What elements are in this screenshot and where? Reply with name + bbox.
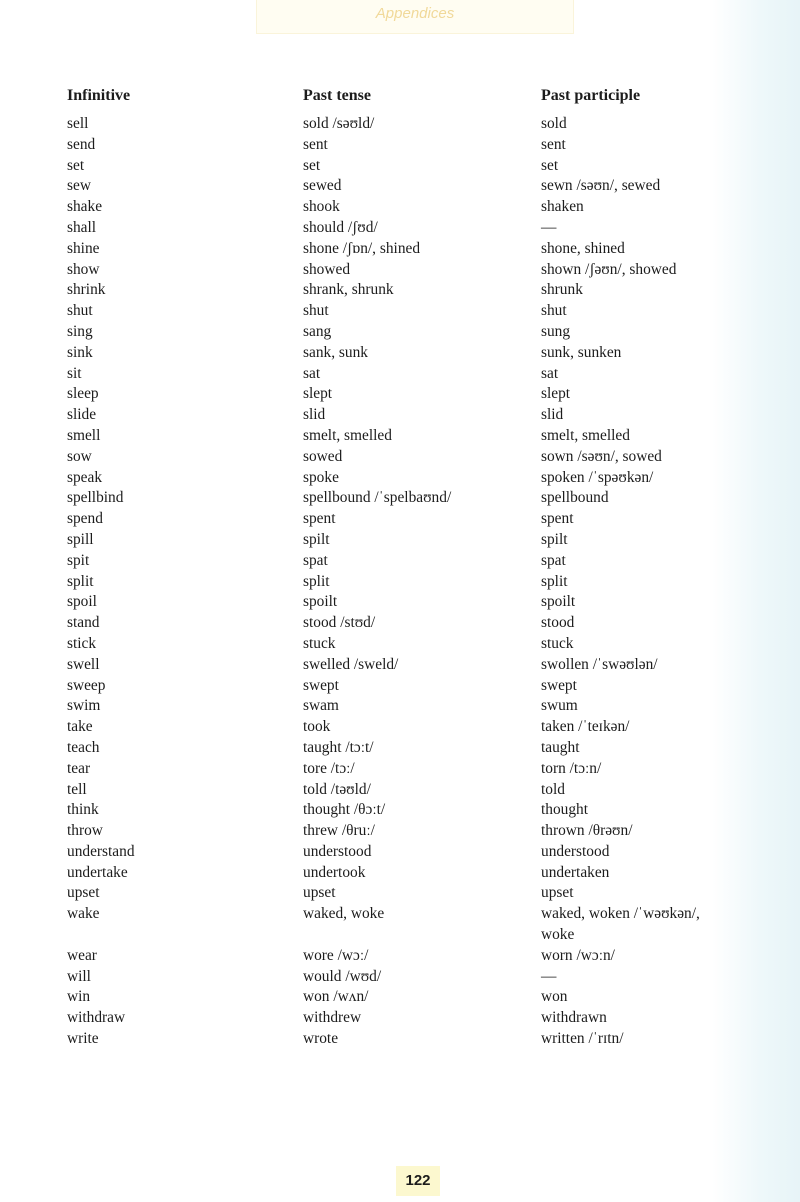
cell-past-participle: set — [541, 156, 559, 174]
cell-infinitive: throw — [67, 822, 103, 840]
cell-past-participle: shut — [541, 302, 567, 320]
cell-infinitive: understand — [67, 842, 135, 860]
table-row — [67, 301, 747, 322]
cell-infinitive: sit — [67, 364, 82, 382]
section-title: Appendices — [375, 5, 455, 22]
table-row — [67, 364, 747, 385]
cell-past-tense: sent — [303, 135, 328, 153]
cell-past-participle: spoilt — [541, 593, 576, 611]
cell-infinitive: send — [67, 135, 96, 153]
table-row — [67, 925, 747, 946]
table-row — [67, 426, 747, 447]
cell-infinitive: win — [67, 988, 91, 1006]
cell-past-participle: stood — [541, 614, 575, 632]
cell-infinitive: shut — [67, 302, 93, 320]
cell-infinitive: shall — [67, 218, 97, 236]
cell-infinitive: sing — [67, 322, 93, 340]
table-row — [67, 696, 747, 717]
table-row — [67, 509, 747, 530]
table-row — [67, 551, 747, 572]
column-header-infinitive: Infinitive — [67, 87, 131, 104]
table-row — [67, 114, 747, 135]
cell-past-participle: withdrawn — [541, 1009, 607, 1027]
cell-past-tense: spat — [303, 551, 328, 569]
table-row — [67, 156, 747, 177]
cell-past-tense: swelled /sweld/ — [303, 655, 399, 673]
cell-infinitive: wear — [67, 946, 97, 964]
table-row — [67, 863, 747, 884]
cell-past-participle: won — [541, 988, 568, 1006]
running-header — [256, 0, 574, 34]
cell-past-participle: sold — [541, 115, 567, 132]
cell-past-participle: spent — [541, 510, 574, 528]
table-row — [67, 218, 747, 239]
table-row — [67, 280, 747, 301]
cell-infinitive: stand — [67, 614, 100, 632]
cell-infinitive: slide — [67, 406, 97, 424]
cell-past-tense: undertook — [303, 863, 366, 881]
cell-past-tense: waked, woke — [303, 905, 385, 923]
column-header-past-participle: Past participle — [541, 87, 641, 104]
cell-past-participle: thrown /θrəʊn/ — [541, 822, 633, 840]
cell-infinitive: think — [67, 801, 99, 819]
cell-infinitive: shine — [67, 239, 100, 257]
cell-infinitive: teach — [67, 738, 100, 756]
cell-infinitive: spend — [67, 510, 103, 528]
cell-past-tense: sowed — [303, 447, 343, 465]
cell-past-participle: written /ˈrɪtn/ — [541, 1030, 624, 1048]
cell-past-participle: spilt — [541, 530, 568, 548]
cell-past-participle: shrunk — [541, 281, 583, 299]
table-row — [67, 987, 747, 1008]
cell-infinitive: shake — [67, 198, 103, 216]
cell-past-participle: shown /ʃəʊn/, showed — [541, 260, 677, 278]
cell-past-participle: torn /tɔːn/ — [541, 759, 602, 777]
cell-past-participle: shaken — [541, 198, 584, 216]
cell-past-participle: swum — [541, 697, 578, 715]
cell-past-tense: slid — [303, 406, 326, 424]
cell-infinitive: will — [67, 967, 91, 985]
cell-past-participle: undertaken — [541, 863, 610, 881]
cell-past-tense: won /wʌn/ — [303, 988, 369, 1006]
cell-infinitive: spellbind — [67, 489, 124, 507]
cell-infinitive: smell — [67, 426, 101, 444]
cell-past-participle: woke — [541, 926, 575, 944]
table-row — [67, 176, 747, 197]
cell-past-participle: upset — [541, 884, 574, 902]
cell-past-tense: upset — [303, 884, 336, 902]
cell-infinitive: split — [67, 572, 94, 590]
cell-infinitive: set — [67, 156, 85, 174]
cell-past-tense: wrote — [303, 1030, 339, 1048]
table-row — [67, 1008, 747, 1029]
cell-past-tense: split — [303, 572, 330, 590]
cell-infinitive: show — [67, 260, 100, 278]
cell-past-tense: wore /wɔː/ — [303, 946, 369, 964]
cell-past-participle: swept — [541, 676, 577, 694]
cell-past-participle: told — [541, 780, 565, 798]
page-number: 122 — [405, 1172, 431, 1189]
table-row — [67, 946, 747, 967]
cell-past-participle: stuck — [541, 634, 574, 652]
table-row — [67, 384, 747, 405]
cell-past-tense: sank, sunk — [303, 343, 368, 361]
cell-past-participle: sown /səʊn/, sowed — [541, 447, 662, 465]
table-row — [67, 239, 747, 260]
cell-infinitive: withdraw — [67, 1009, 126, 1027]
cell-past-participle: taught — [541, 738, 580, 756]
cell-infinitive: tell — [67, 780, 87, 798]
cell-past-participle: waked, woken /ˈwəʊkən/, — [541, 905, 700, 923]
cell-past-tense: would /wʊd/ — [303, 967, 382, 985]
cell-infinitive: spill — [67, 530, 94, 548]
column-header-past-tense: Past tense — [303, 87, 371, 104]
cell-past-tense: taught /tɔːt/ — [303, 738, 374, 756]
cell-past-tense: shrank, shrunk — [303, 281, 394, 299]
cell-past-tense: spoilt — [303, 593, 338, 611]
table-row — [67, 197, 747, 218]
cell-past-tense: understood — [303, 842, 372, 860]
cell-past-tense: swept — [303, 676, 339, 694]
table-row — [67, 447, 747, 468]
table-header-row — [67, 85, 747, 107]
cell-past-tense: shut — [303, 302, 329, 320]
cell-infinitive: spit — [67, 551, 90, 569]
cell-past-participle: understood — [541, 842, 610, 860]
table-row — [67, 405, 747, 426]
cell-past-participle: spellbound — [541, 489, 609, 507]
table-row — [67, 488, 747, 509]
table-row — [67, 738, 747, 759]
cell-past-tense: spellbound /ˈspelbaʊnd/ — [303, 489, 452, 507]
cell-past-participle: taken /ˈteɪkən/ — [541, 718, 630, 736]
table-row — [67, 322, 747, 343]
cell-past-participle: split — [541, 572, 568, 590]
cell-past-tense: spoke — [303, 468, 339, 486]
cell-past-participle: spoken /ˈspəʊkən/ — [541, 468, 654, 486]
cell-past-tense: took — [303, 718, 331, 736]
cell-past-participle: sewn /səʊn/, sewed — [541, 177, 661, 195]
cell-past-participle: slid — [541, 406, 564, 424]
cell-past-tense: told /təʊld/ — [303, 780, 371, 798]
cell-past-tense: tore /tɔː/ — [303, 759, 355, 777]
table-row — [67, 676, 747, 697]
cell-infinitive: sow — [67, 447, 92, 465]
table-row — [67, 613, 747, 634]
cell-past-participle: thought — [541, 801, 589, 819]
table-row — [67, 717, 747, 738]
cell-infinitive: speak — [67, 468, 103, 486]
page-number-box — [396, 1166, 440, 1196]
cell-past-participle: — — [541, 218, 557, 236]
cell-past-tense: set — [303, 156, 321, 174]
cell-infinitive: tear — [67, 759, 91, 777]
cell-infinitive: shrink — [67, 281, 106, 299]
table-row — [67, 883, 747, 904]
table-row — [67, 800, 747, 821]
table-row — [67, 343, 747, 364]
table-row — [67, 780, 747, 801]
cell-past-tense: threw /θruː/ — [303, 822, 375, 840]
table-row — [67, 135, 747, 156]
cell-past-tense: stood /stʊd/ — [303, 614, 376, 632]
table-row — [67, 634, 747, 655]
cell-past-tense: thought /θɔːt/ — [303, 801, 386, 819]
cell-past-participle: spat — [541, 551, 566, 569]
cell-past-participle: worn /wɔːn/ — [541, 946, 615, 964]
cell-past-tense: sold /səʊld/ — [303, 115, 375, 132]
cell-past-participle: sunk, sunken — [541, 343, 622, 361]
cell-infinitive: sell — [67, 115, 89, 132]
cell-infinitive — [67, 925, 303, 946]
table-row — [67, 530, 747, 551]
table-row — [67, 1029, 747, 1050]
table-row — [67, 260, 747, 281]
cell-infinitive: sink — [67, 343, 93, 361]
cell-past-tense: slept — [303, 385, 333, 403]
table-row — [67, 759, 747, 780]
table-row — [67, 592, 747, 613]
irregular-verbs-table — [67, 85, 747, 1050]
cell-past-tense: smelt, smelled — [303, 426, 392, 444]
cell-past-tense: should /ʃʊd/ — [303, 218, 378, 236]
cell-past-tense: sat — [303, 364, 321, 382]
cell-infinitive: sew — [67, 177, 91, 195]
cell-past-tense: shook — [303, 198, 340, 216]
cell-infinitive: swell — [67, 655, 100, 673]
cell-past-tense: swam — [303, 697, 339, 715]
cell-past-tense: spent — [303, 510, 336, 528]
cell-past-tense: withdrew — [303, 1009, 362, 1027]
cell-past-participle: smelt, smelled — [541, 426, 630, 444]
cell-past-participle: sung — [541, 322, 571, 340]
table-row — [67, 655, 747, 676]
cell-past-tense: stuck — [303, 634, 336, 652]
table-row — [67, 821, 747, 842]
cell-infinitive: spoil — [67, 593, 97, 611]
cell-infinitive: swim — [67, 697, 101, 715]
cell-infinitive: wake — [67, 905, 100, 923]
cell-past-participle: sat — [541, 364, 559, 382]
cell-infinitive: undertake — [67, 863, 128, 881]
cell-past-participle: shone, shined — [541, 239, 625, 257]
cell-infinitive: sweep — [67, 676, 106, 694]
cell-past-tense: spilt — [303, 530, 330, 548]
table-row — [67, 904, 747, 925]
table-body — [67, 114, 747, 1050]
cell-past-tense: showed — [303, 260, 351, 278]
cell-past-participle: slept — [541, 385, 571, 403]
table-row — [67, 967, 747, 988]
cell-past-tense: sang — [303, 322, 332, 340]
table-row — [67, 468, 747, 489]
cell-infinitive: sleep — [67, 385, 99, 403]
cell-infinitive: stick — [67, 634, 97, 652]
cell-past-participle: swollen /ˈswəʊlən/ — [541, 655, 658, 673]
table-row — [67, 842, 747, 863]
cell-infinitive: take — [67, 718, 93, 736]
cell-past-participle: sent — [541, 135, 566, 153]
cell-past-tense — [303, 925, 541, 946]
cell-past-tense: sewed — [303, 177, 342, 195]
cell-infinitive: write — [67, 1030, 99, 1048]
cell-infinitive: upset — [67, 884, 100, 902]
cell-past-participle: — — [541, 967, 557, 985]
table-row — [67, 572, 747, 593]
cell-past-tense: shone /ʃɒn/, shined — [303, 239, 421, 257]
